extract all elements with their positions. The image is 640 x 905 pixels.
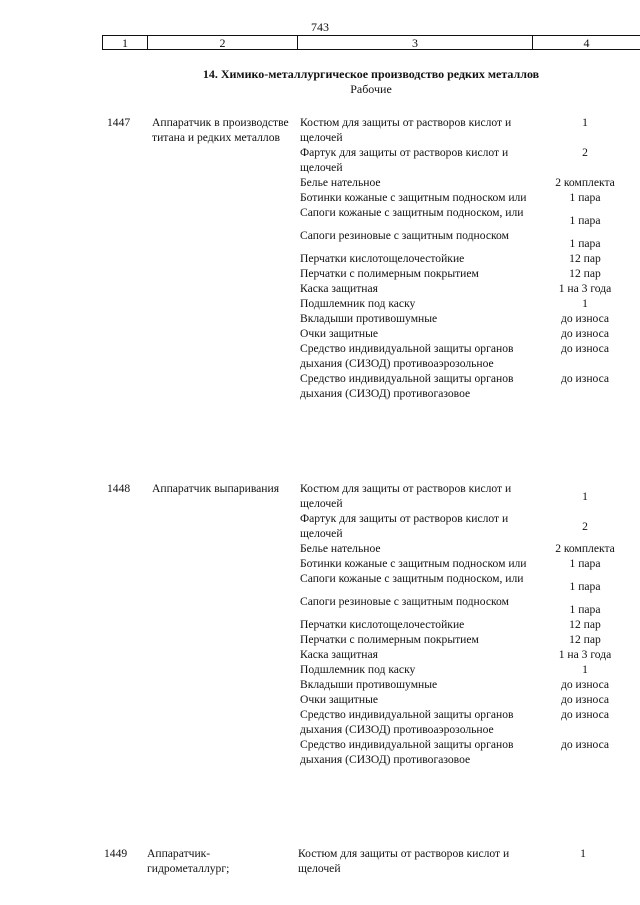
item-qty: 1 <box>582 663 588 676</box>
item-qty: 1 пара <box>569 237 601 250</box>
item-name: Костюм для защиты от растворов кислот и щелочей <box>300 116 512 144</box>
list-item <box>300 145 640 175</box>
item-name: Перчатки кислотощелочестойкие <box>300 618 465 631</box>
list-item <box>300 296 640 311</box>
item-name: Вкладыши противошумные <box>300 678 438 691</box>
item-name: Каска защитная <box>300 282 378 295</box>
item-qty: 1 <box>582 297 588 310</box>
list-item <box>300 677 640 692</box>
item-name: Средство индивидуальной защиты органов дыхания (СИЗОД) противоаэрозольное <box>300 342 514 370</box>
list-item <box>300 341 640 371</box>
item-qty: 12 пар <box>569 633 601 646</box>
item-qty: 1 <box>582 116 588 129</box>
item-qty: до износа <box>560 678 610 691</box>
item-name: Очки защитные <box>300 693 379 706</box>
item-name: Каска защитная <box>300 648 378 661</box>
item-name: Костюм для защиты от растворов кислот и щелочей <box>300 482 512 510</box>
item-name: Очки защитные <box>300 327 379 340</box>
list-item <box>300 556 640 571</box>
list-item <box>300 541 640 556</box>
item-qty: до износа <box>560 327 610 340</box>
entry-profession: Аппаратчик в производстве титана и редких металлов <box>152 116 289 144</box>
item-name: Средство индивидуальной защиты органов дыхания (СИЗОД) противогазовое <box>300 372 514 400</box>
entry-profession: Аппаратчик выпаривания <box>152 482 280 495</box>
item-name: Подшлемник под каску <box>300 663 416 676</box>
list-item <box>300 251 640 266</box>
column-header-row <box>102 35 640 50</box>
list-item <box>300 205 640 228</box>
item-name: Сапоги кожаные с защитным подноском, или <box>300 572 524 585</box>
item-qty: 2 <box>582 520 588 533</box>
item-name: Сапоги кожаные с защитным подноском, или <box>300 206 524 219</box>
item-name: Ботинки кожаные с защитным подноском или <box>300 191 527 204</box>
list-item <box>300 647 640 662</box>
item-qty: до износа <box>560 738 610 751</box>
list-item <box>300 281 640 296</box>
column-header-2: 2 <box>148 36 298 50</box>
item-qty: 1 пара <box>569 603 601 616</box>
item-name: Подшлемник под каску <box>300 297 416 310</box>
item-name: Сапоги резиновые с защитным подноском <box>300 595 509 608</box>
entry-number: 1447 <box>107 116 131 129</box>
item-qty: 1 пара <box>569 580 601 593</box>
list-item <box>300 311 640 326</box>
item-name: Белье нательное <box>300 542 381 555</box>
item-qty: до износа <box>560 342 610 355</box>
item-name: Средство индивидуальной защиты органов дыхания (СИЗОД) противогазовое <box>300 738 514 766</box>
entry-number: 1449 <box>104 847 128 860</box>
item-name: Белье нательное <box>300 176 381 189</box>
list-item <box>300 266 640 281</box>
item-name: Костюм для защиты от растворов кислот и щелочей <box>298 847 510 875</box>
list-item <box>300 481 640 511</box>
item-qty: 1 пара <box>569 214 601 227</box>
item-qty: до износа <box>560 693 610 706</box>
item-qty: 2 <box>582 146 588 159</box>
list-item <box>300 228 640 251</box>
list-item <box>300 617 640 632</box>
item-qty: 12 пар <box>569 618 601 631</box>
item-name: Перчатки кислотощелочестойкие <box>300 252 465 265</box>
entry-items <box>300 481 640 767</box>
list-item <box>300 115 640 145</box>
section-title: 14. Химико-металлургическое производство редких металлов <box>202 67 540 81</box>
item-qty: 1 пара <box>569 191 601 204</box>
entry-number: 1448 <box>107 482 131 495</box>
item-qty: 1 на 3 года <box>558 648 612 661</box>
column-header-4: 4 <box>533 36 640 50</box>
entry-profession: Аппаратчик-гидрометаллург; <box>147 847 230 875</box>
item-qty: 1 <box>580 847 586 860</box>
item-qty: 12 пар <box>569 267 601 280</box>
list-item <box>300 632 640 647</box>
item-name: Вкладыши противошумные <box>300 312 438 325</box>
list-item <box>300 190 640 205</box>
item-qty: до износа <box>560 372 610 385</box>
list-item <box>300 175 640 190</box>
list-item <box>300 511 640 541</box>
list-item <box>300 594 640 617</box>
list-item <box>300 692 640 707</box>
item-qty: 12 пар <box>569 252 601 265</box>
list-item <box>300 662 640 677</box>
item-qty: до износа <box>560 708 610 721</box>
entry-items <box>300 115 640 401</box>
item-name: Перчатки с полимерным покрытием <box>300 633 479 646</box>
item-name: Сапоги резиновые с защитным подноском <box>300 229 509 242</box>
list-item <box>298 846 638 876</box>
item-qty: 2 комплекта <box>555 176 615 189</box>
list-item <box>300 707 640 737</box>
page-number: 743 <box>311 20 329 34</box>
item-qty: 1 <box>582 490 588 503</box>
list-item <box>300 371 640 401</box>
item-qty: до износа <box>560 312 610 325</box>
item-qty: 1 на 3 года <box>558 282 612 295</box>
item-name: Перчатки с полимерным покрытием <box>300 267 479 280</box>
item-name: Ботинки кожаные с защитным подноском или <box>300 557 527 570</box>
item-qty: 2 комплекта <box>555 542 615 555</box>
list-item <box>300 571 640 594</box>
column-header-3: 3 <box>298 36 533 50</box>
list-item <box>300 737 640 767</box>
item-name: Фартук для защиты от растворов кислот и щелочей <box>300 146 509 174</box>
list-item <box>300 326 640 341</box>
column-header-1: 1 <box>103 36 148 50</box>
item-name: Фартук для защиты от растворов кислот и щелочей <box>300 512 509 540</box>
entry-items <box>298 846 638 876</box>
section-subtitle: Рабочие <box>350 82 392 96</box>
item-name: Средство индивидуальной защиты органов дыхания (СИЗОД) противоаэрозольное <box>300 708 514 736</box>
item-qty: 1 пара <box>569 557 601 570</box>
